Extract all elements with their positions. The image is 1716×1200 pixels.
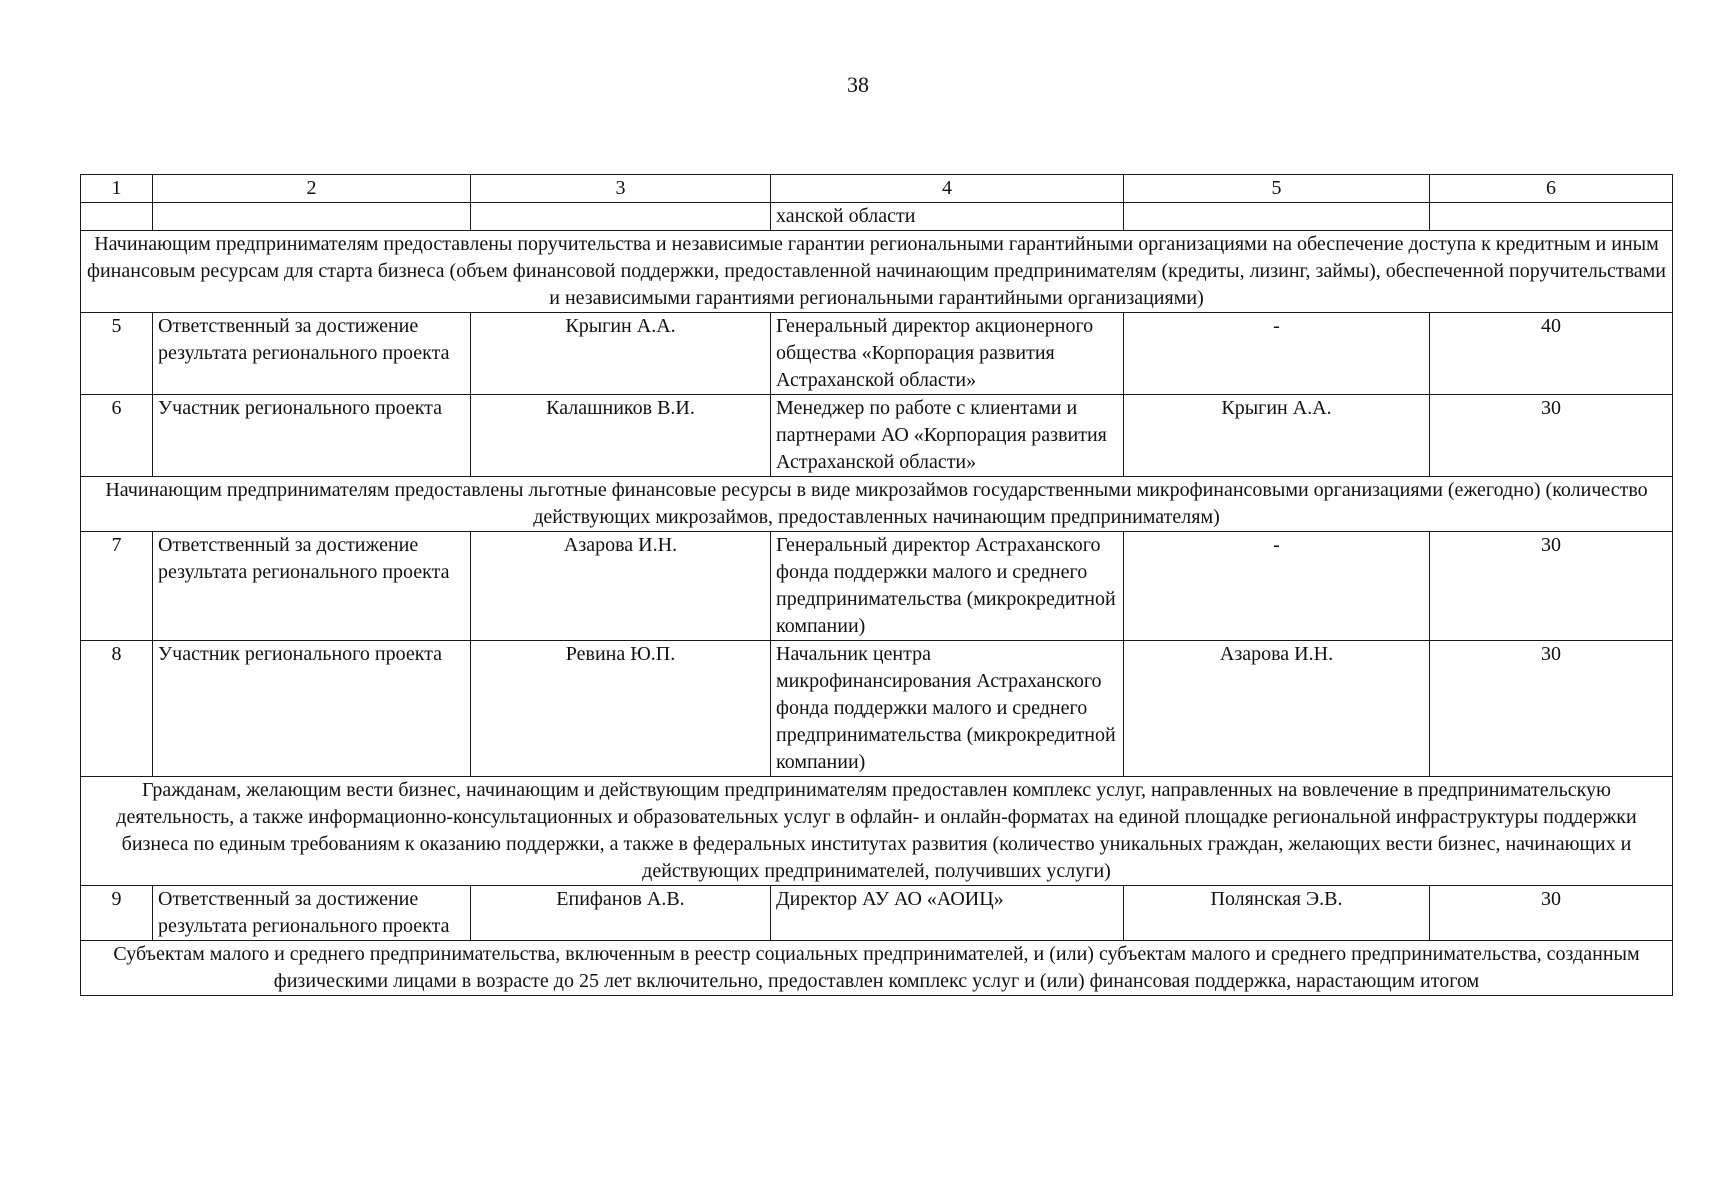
table-row (81, 532, 1673, 641)
column-number: 1 (81, 175, 153, 203)
table-cell (1124, 203, 1430, 231)
position-cell: Начальник центра микрофинансирования Астраханского фонда поддержки малого и среднего предпринимательства (микрокредитной компании) (771, 641, 1124, 777)
column-number: 3 (471, 175, 771, 203)
table-row (81, 395, 1673, 477)
section-title: Начинающим предпринимателям предоставлены льготные финансовые ресурсы в виде микрозаймов государственными микрофинансовыми организациями (ежегодно) (количество действующих микрозаймов, предоставленных начинающим предпринимателям) (81, 477, 1673, 532)
column-number-row (81, 175, 1673, 203)
table-cell: ханской области (771, 203, 1124, 231)
row-number: 6 (81, 395, 153, 477)
column-number: 2 (153, 175, 471, 203)
role-cell: Ответственный за достижение результата регионального проекта (153, 886, 471, 941)
section-row (81, 231, 1673, 313)
share-cell: 40 (1430, 313, 1673, 395)
share-cell: 30 (1430, 395, 1673, 477)
role-cell: Участник регионального проекта (153, 395, 471, 477)
column-number: 6 (1430, 175, 1673, 203)
continuation-row (81, 203, 1673, 231)
responsibility-table (80, 174, 1673, 996)
supervisor-cell: Полянская Э.В. (1124, 886, 1430, 941)
supervisor-cell: Крыгин А.А. (1124, 395, 1430, 477)
row-number: 7 (81, 532, 153, 641)
share-cell: 30 (1430, 532, 1673, 641)
position-cell: Менеджер по работе с клиентами и партнерами АО «Корпорация развития Астраханской области» (771, 395, 1124, 477)
supervisor-cell: - (1124, 532, 1430, 641)
name-cell: Епифанов А.В. (471, 886, 771, 941)
position-cell: Генеральный директор Астраханского фонда поддержки малого и среднего предпринимательства (микрокредитной компании) (771, 532, 1124, 641)
role-cell: Ответственный за достижение результата регионального проекта (153, 532, 471, 641)
table-cell (1430, 203, 1673, 231)
supervisor-cell: - (1124, 313, 1430, 395)
table-cell (153, 203, 471, 231)
section-row (81, 777, 1673, 886)
role-cell: Ответственный за достижение результата регионального проекта (153, 313, 471, 395)
supervisor-cell: Азарова И.Н. (1124, 641, 1430, 777)
table-cell (471, 203, 771, 231)
section-title: Начинающим предпринимателям предоставлены поручительства и независимые гарантии региональными гарантийными организациями на обеспечение доступа к кредитным и иным финансовым ресурсам для старта бизнеса (объем финансовой поддержки, предоставленной начинающим предпринимателям (кредиты, лизинг, займы), обеспеченной поручительствами и независимыми гарантиями региональными гарантийными организациями) (81, 231, 1673, 313)
share-cell: 30 (1430, 886, 1673, 941)
column-number: 4 (771, 175, 1124, 203)
table-cell (81, 203, 153, 231)
column-number: 5 (1124, 175, 1430, 203)
table-row (81, 886, 1673, 941)
section-title: Субъектам малого и среднего предпринимательства, включенным в реестр социальных предпринимателей, и (или) субъектам малого и среднего предпринимательства, созданным физическими лицами в возрасте до 25 лет включительно, предоставлен комплекс услуг и (или) финансовая поддержка, нарастающим итогом (81, 941, 1673, 996)
role-cell: Участник регионального проекта (153, 641, 471, 777)
table-row (81, 641, 1673, 777)
share-cell: 30 (1430, 641, 1673, 777)
table-row (81, 313, 1673, 395)
section-title: Гражданам, желающим вести бизнес, начинающим и действующим предпринимателям предоставлен комплекс услуг, направленных на вовлечение в предпринимательскую деятельность, а также информационно-консультационных и образовательных услуг в офлайн- и онлайн-форматах на единой площадке региональной инфраструктуры поддержки бизнеса по единым требованиям к оказанию поддержки, а также в федеральных институтах развития (количество уникальных граждан, желающих вести бизнес, начинающих и действующих предпринимателей, получивших услуги) (81, 777, 1673, 886)
row-number: 8 (81, 641, 153, 777)
page-number: 38 (847, 72, 869, 97)
row-number: 5 (81, 313, 153, 395)
section-row (81, 477, 1673, 532)
section-row (81, 941, 1673, 996)
row-number: 9 (81, 886, 153, 941)
name-cell: Ревина Ю.П. (471, 641, 771, 777)
position-cell: Директор АУ АО «АОИЦ» (771, 886, 1124, 941)
name-cell: Калашников В.И. (471, 395, 771, 477)
position-cell: Генеральный директор акционерного общества «Корпорация развития Астраханской области» (771, 313, 1124, 395)
name-cell: Азарова И.Н. (471, 532, 771, 641)
name-cell: Крыгин А.А. (471, 313, 771, 395)
